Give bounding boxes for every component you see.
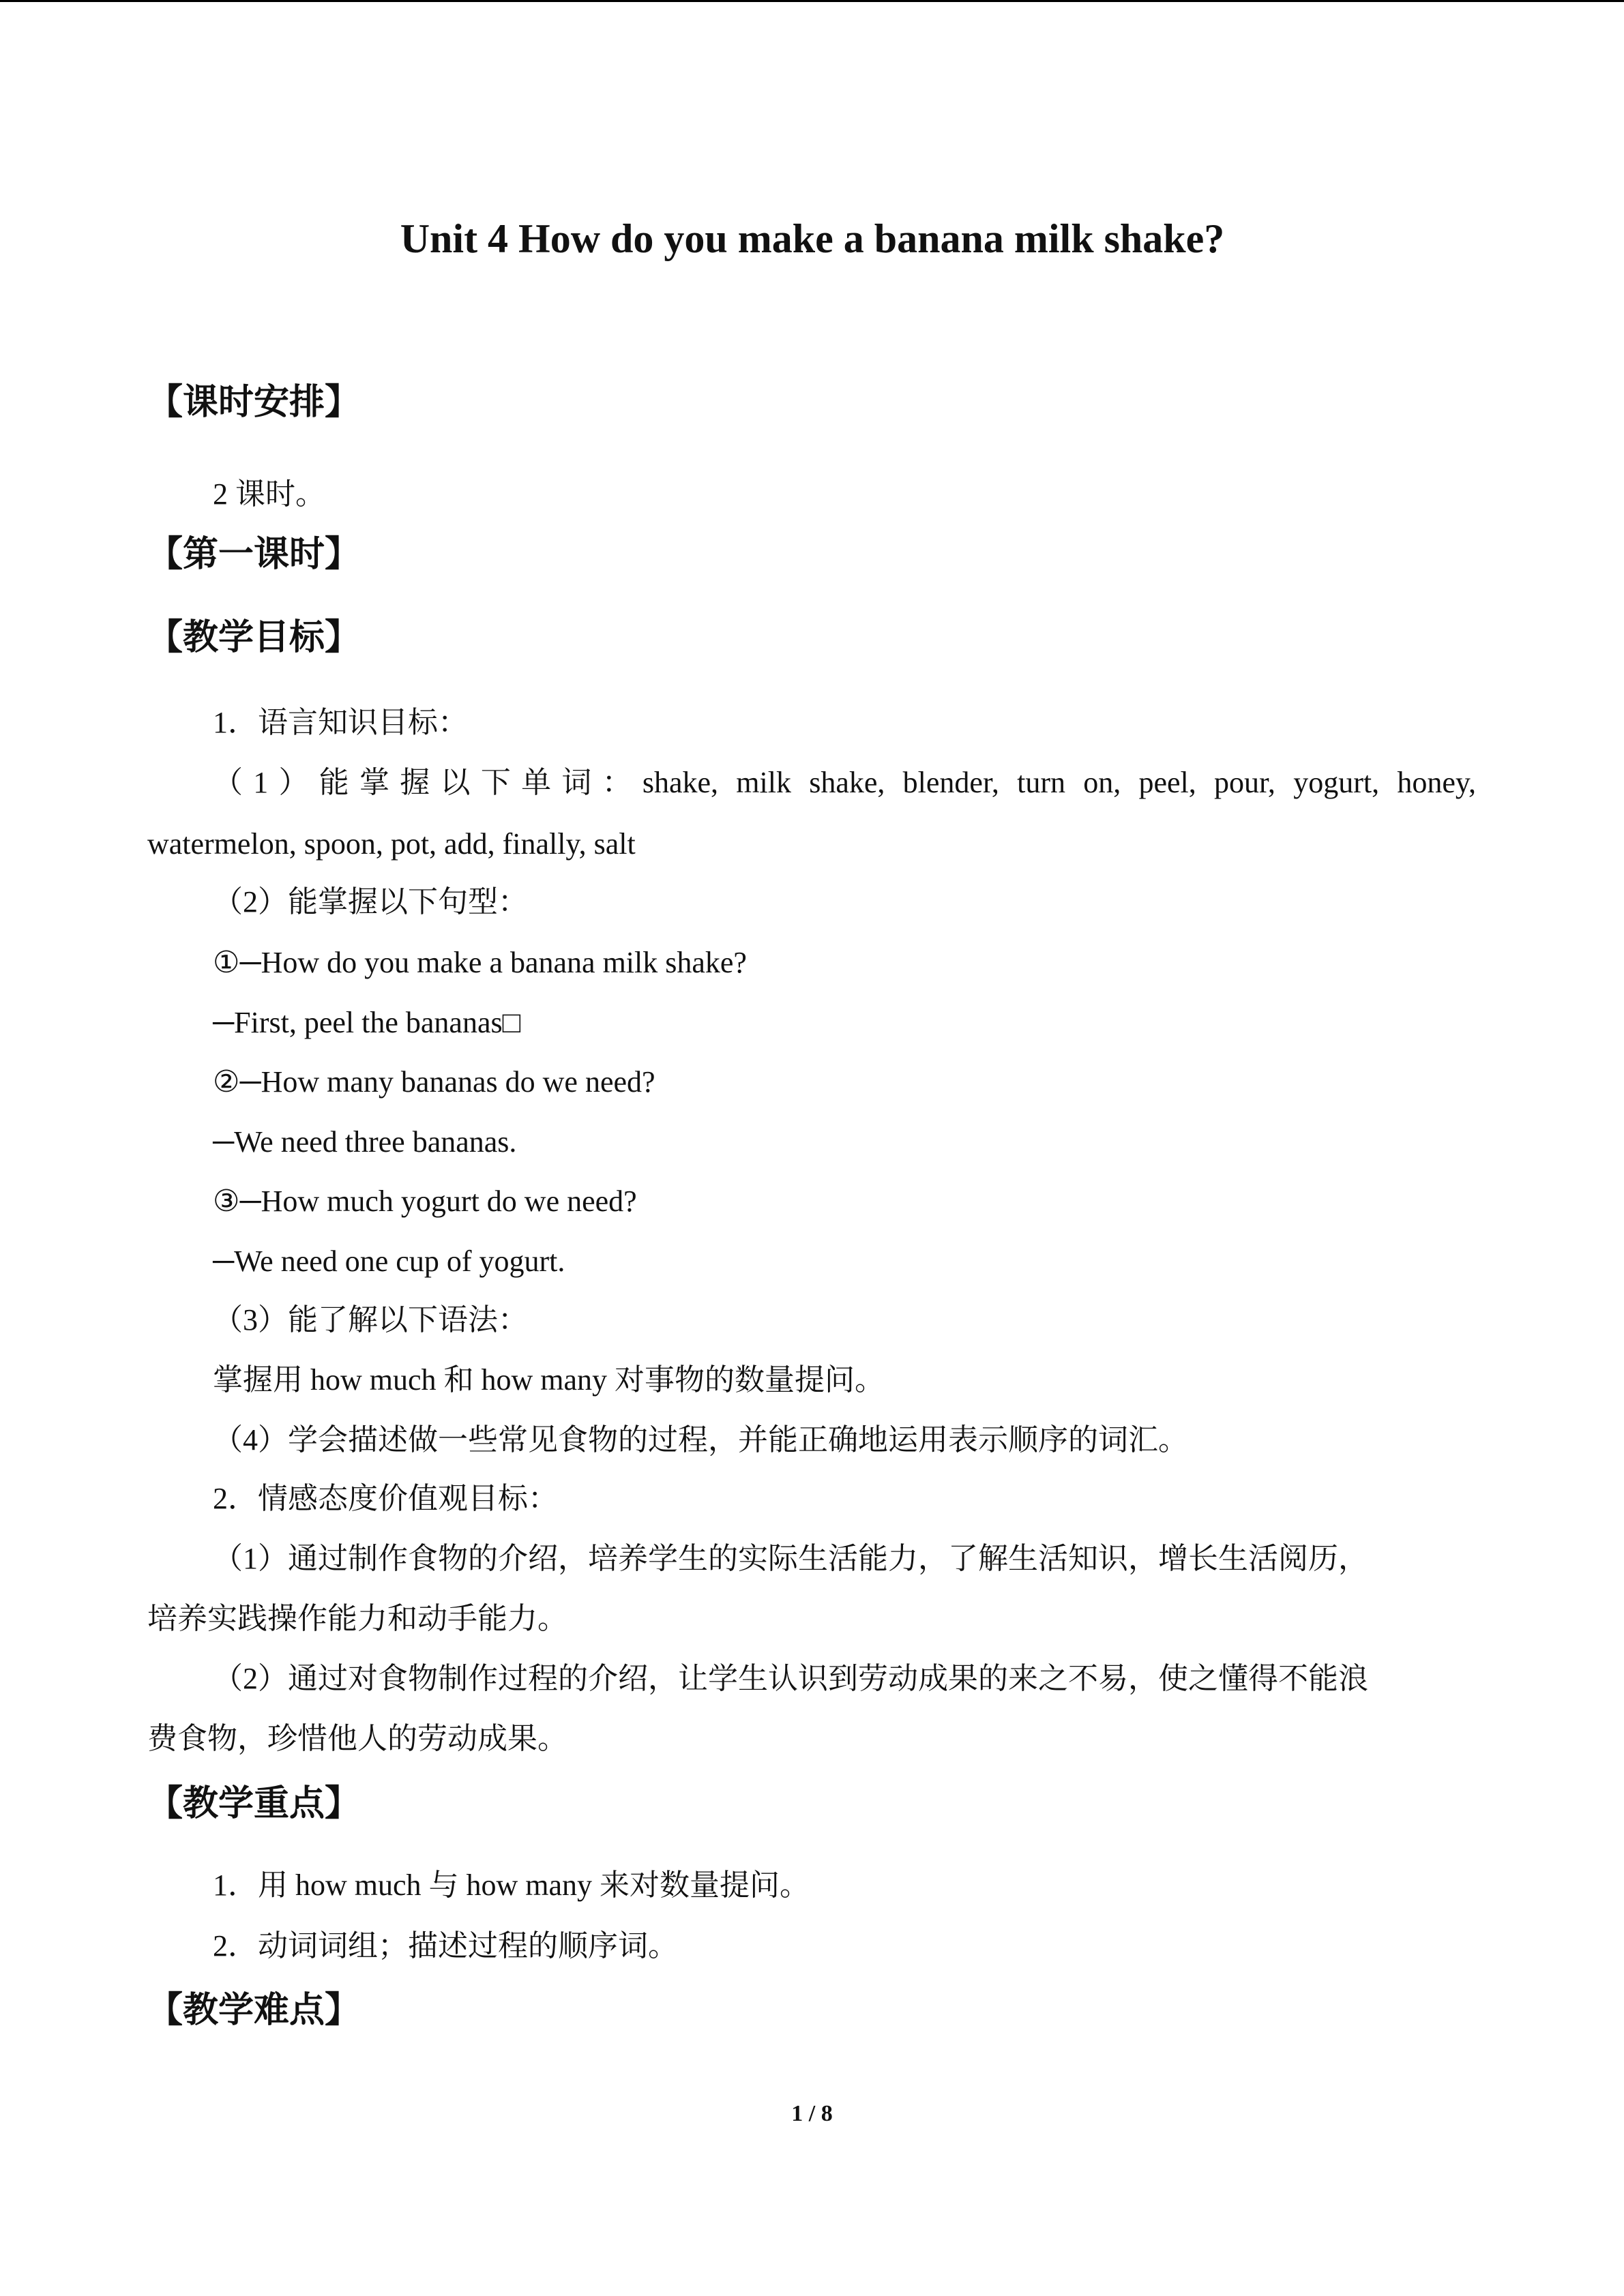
process-text: （4）学会描述做一些常见食物的过程，并能正确地运用表示顺序的词汇。 — [213, 1423, 1188, 1457]
dialog1-question: ①─How do you make a banana milk shake? — [213, 946, 747, 979]
heading-goals: 【教学目标】 — [147, 617, 361, 658]
dialog3-answer: ─We need one cup of yogurt. — [213, 1244, 565, 1278]
goal1-title: 1．语言知识目标： — [213, 706, 468, 739]
page-number: 1 / 8 — [791, 2101, 833, 2126]
grammar-text: 掌握用 how much 和 how many 对事物的数量提问。 — [213, 1363, 885, 1397]
heading-lesson1: 【第一课时】 — [147, 534, 361, 575]
goal2-p1-line2: 培养实践操作能力和动手能力。 — [147, 1602, 567, 1635]
document-title: Unit 4 How do you make a banana milk shake? — [400, 216, 1225, 261]
goal2-p2-line2: 费食物，珍惜他人的劳动成果。 — [147, 1722, 567, 1755]
page-top-border — [0, 0, 1624, 2]
keypoint-1: 1．用 how much 与 how many 来对数量提问。 — [213, 1868, 810, 1902]
goal2-p2-line1: （2）通过对食物制作过程的介绍，让学生认识到劳动成果的来之不易，使之懂得不能浪 — [213, 1662, 1368, 1695]
grammar-title: （3）能了解以下语法： — [213, 1303, 528, 1337]
dialog2-answer: ─We need three bananas. — [213, 1125, 517, 1159]
schedule-text: 2 课时。 — [213, 477, 325, 511]
goal2-p1-line1: （1）通过制作食物的介绍，培养学生的实际生活能力，了解生活知识，增长生活阅历， — [213, 1542, 1368, 1575]
goal2-title: 2．情感态度价值观目标： — [213, 1482, 558, 1515]
dialog2-question: ②─How many bananas do we need? — [213, 1065, 655, 1099]
heading-difficulties: 【教学难点】 — [147, 1990, 361, 2031]
dialog1-answer: ─First, peel the bananas□ — [213, 1006, 521, 1039]
heading-keypoints: 【教学重点】 — [147, 1783, 361, 1824]
goal1-words-line2: watermelon, spoon, pot, add, finally, salt — [147, 827, 636, 861]
dialog3-question: ③─How much yogurt do we need? — [213, 1184, 637, 1218]
heading-schedule: 【课时安排】 — [147, 382, 361, 423]
keypoint-2: 2．动词词组；描述过程的顺序词。 — [213, 1929, 678, 1963]
goal1-sentences-title: （2）能掌握以下句型： — [213, 885, 528, 919]
goal1-words-line1: （1）能掌握以下单词：shake, milk shake, blender, turn on, peel, pour, yogurt, honey, — [213, 766, 1476, 799]
